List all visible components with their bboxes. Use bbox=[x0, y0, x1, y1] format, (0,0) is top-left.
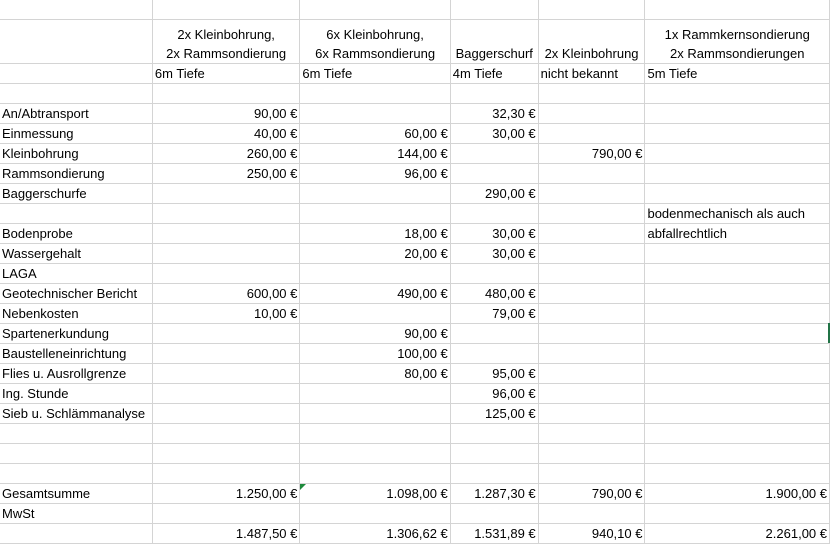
cell[interactable] bbox=[0, 424, 152, 444]
amount-cell-b[interactable] bbox=[152, 404, 299, 424]
cell[interactable] bbox=[538, 84, 645, 104]
amount-cell-b[interactable]: 250,00 € bbox=[152, 164, 299, 184]
note-cell[interactable] bbox=[645, 164, 830, 184]
amount-cell-e[interactable] bbox=[538, 164, 645, 184]
cell[interactable] bbox=[645, 84, 830, 104]
amount-cell-d[interactable]: 125,00 € bbox=[450, 404, 538, 424]
blank-row bbox=[0, 444, 830, 464]
cell[interactable] bbox=[538, 0, 645, 20]
amount-cell-d[interactable] bbox=[450, 204, 538, 224]
note-cell[interactable] bbox=[645, 364, 830, 384]
comment-indicator-icon[interactable] bbox=[300, 484, 306, 490]
row-label[interactable]: Baggerschurfe bbox=[0, 184, 152, 204]
cell[interactable] bbox=[645, 464, 830, 484]
amount-cell-c[interactable]: 96,00 € bbox=[300, 164, 450, 184]
table-row bbox=[0, 184, 830, 204]
table-row bbox=[0, 104, 830, 124]
amount-cell-c[interactable]: 60,00 € bbox=[300, 124, 450, 144]
header-col-c-line1: 6x Kleinbohrung, bbox=[326, 27, 424, 42]
cell[interactable] bbox=[0, 20, 152, 64]
cell[interactable] bbox=[645, 0, 830, 20]
amount-cell-e[interactable] bbox=[538, 104, 645, 124]
total-row bbox=[0, 484, 830, 504]
amount-cell-d[interactable]: 96,00 € bbox=[450, 384, 538, 404]
header-col-e[interactable] bbox=[538, 20, 645, 64]
header-col-e-line1: 2x Kleinbohrung bbox=[544, 46, 639, 61]
row-label[interactable]: Geotechnischer Bericht bbox=[0, 284, 152, 304]
amount-cell-b[interactable]: 90,00 € bbox=[152, 104, 299, 124]
table-row bbox=[0, 404, 830, 424]
blank-row-top bbox=[0, 0, 830, 20]
cell[interactable] bbox=[538, 424, 645, 444]
depth-col-b[interactable]: 6m Tiefe bbox=[152, 64, 299, 84]
note-cell[interactable] bbox=[645, 104, 830, 124]
amount-cell-d[interactable]: 32,30 € bbox=[450, 104, 538, 124]
row-label[interactable]: Ing. Stunde bbox=[0, 384, 152, 404]
amount-cell-e[interactable] bbox=[538, 304, 645, 324]
amount-cell-e[interactable] bbox=[538, 224, 645, 244]
row-label[interactable]: Baustelleneinrichtung bbox=[0, 344, 152, 364]
table-row bbox=[0, 324, 830, 344]
cell[interactable] bbox=[152, 424, 299, 444]
amount-cell-b[interactable] bbox=[152, 324, 299, 344]
total-f[interactable]: 1.900,00 € bbox=[645, 484, 830, 504]
amount-cell-e[interactable]: 790,00 € bbox=[538, 144, 645, 164]
vat-label[interactable]: MwSt bbox=[0, 504, 152, 524]
amount-cell-d[interactable] bbox=[450, 144, 538, 164]
cell[interactable] bbox=[450, 84, 538, 104]
row-label[interactable]: Sieb u. Schlämmanalyse bbox=[0, 404, 152, 424]
amount-cell-b[interactable]: 40,00 € bbox=[152, 124, 299, 144]
total-label[interactable]: Gesamtsumme bbox=[0, 484, 152, 504]
gross-e[interactable]: 940,10 € bbox=[538, 524, 645, 544]
cell[interactable] bbox=[0, 0, 152, 20]
gross-c[interactable]: 1.306,62 € bbox=[300, 524, 450, 544]
depth-col-f[interactable]: 5m Tiefe bbox=[645, 64, 830, 84]
amount-cell-d[interactable] bbox=[450, 164, 538, 184]
amount-cell-e[interactable] bbox=[538, 264, 645, 284]
vat-row bbox=[0, 504, 830, 524]
amount-cell-c[interactable] bbox=[300, 404, 450, 424]
header-col-b[interactable] bbox=[152, 20, 299, 64]
gross-d[interactable]: 1.531,89 € bbox=[450, 524, 538, 544]
cell[interactable] bbox=[300, 444, 450, 464]
amount-cell-c[interactable]: 100,00 € bbox=[300, 344, 450, 364]
cell[interactable] bbox=[152, 504, 299, 524]
amount-cell-d[interactable]: 30,00 € bbox=[450, 124, 538, 144]
note-cell[interactable] bbox=[645, 244, 830, 264]
row-label[interactable]: Einmessung bbox=[0, 124, 152, 144]
row-label[interactable]: Flies u. Ausrollgrenze bbox=[0, 364, 152, 384]
row-label[interactable]: LAGA bbox=[0, 264, 152, 284]
total-c[interactable]: 1.098,00 € bbox=[300, 484, 450, 504]
amount-cell-d[interactable]: 30,00 € bbox=[450, 244, 538, 264]
amount-cell-d[interactable]: 480,00 € bbox=[450, 284, 538, 304]
table-row bbox=[0, 224, 830, 244]
note-cell[interactable] bbox=[645, 324, 830, 344]
note-cell[interactable] bbox=[645, 264, 830, 284]
table-row bbox=[0, 364, 830, 384]
table-row bbox=[0, 344, 830, 364]
cell[interactable] bbox=[300, 84, 450, 104]
cell[interactable] bbox=[450, 444, 538, 464]
row-label[interactable]: Spartenerkundung bbox=[0, 324, 152, 344]
row-label[interactable]: Rammsondierung bbox=[0, 164, 152, 184]
depth-row bbox=[0, 64, 830, 84]
amount-cell-d[interactable] bbox=[450, 324, 538, 344]
header-col-b-line2: 2x Rammsondierung bbox=[166, 46, 287, 61]
amount-cell-b[interactable] bbox=[152, 384, 299, 404]
amount-cell-e[interactable] bbox=[538, 204, 645, 224]
table-row bbox=[0, 384, 830, 404]
blank-row bbox=[0, 84, 830, 104]
cell[interactable] bbox=[0, 84, 152, 104]
blank-row bbox=[0, 464, 830, 484]
header-col-f-line2: 2x Rammsondierungen bbox=[670, 46, 805, 61]
amount-cell-e[interactable] bbox=[538, 404, 645, 424]
cell[interactable] bbox=[450, 0, 538, 20]
amount-cell-b[interactable] bbox=[152, 344, 299, 364]
amount-cell-c[interactable]: 90,00 € bbox=[300, 324, 450, 344]
amount-cell-b[interactable]: 260,00 € bbox=[152, 144, 299, 164]
cell[interactable] bbox=[300, 0, 450, 20]
note-cell[interactable] bbox=[645, 124, 830, 144]
amount-cell-b[interactable] bbox=[152, 244, 299, 264]
cell[interactable] bbox=[450, 464, 538, 484]
cell[interactable] bbox=[300, 464, 450, 484]
cell[interactable] bbox=[645, 444, 830, 464]
amount-cell-c[interactable]: 490,00 € bbox=[300, 284, 450, 304]
row-label[interactable] bbox=[0, 204, 152, 224]
amount-cell-c[interactable] bbox=[300, 264, 450, 284]
header-col-c-line2: 6x Rammsondierung bbox=[315, 46, 436, 61]
blank-row bbox=[0, 424, 830, 444]
amount-cell-c[interactable] bbox=[300, 184, 450, 204]
note-cell[interactable] bbox=[645, 384, 830, 404]
table-row bbox=[0, 124, 830, 144]
amount-cell-d[interactable]: 30,00 € bbox=[450, 224, 538, 244]
amount-cell-d[interactable] bbox=[450, 264, 538, 284]
row-label[interactable]: Kleinbohrung bbox=[0, 144, 152, 164]
cell[interactable] bbox=[0, 444, 152, 464]
cell[interactable] bbox=[300, 424, 450, 444]
header-col-d[interactable] bbox=[450, 20, 538, 64]
amount-cell-b[interactable]: 10,00 € bbox=[152, 304, 299, 324]
cell[interactable] bbox=[645, 424, 830, 444]
amount-cell-d[interactable]: 95,00 € bbox=[450, 364, 538, 384]
amount-cell-e[interactable] bbox=[538, 284, 645, 304]
amount-cell-e[interactable] bbox=[538, 384, 645, 404]
row-label[interactable]: Bodenprobe bbox=[0, 224, 152, 244]
amount-cell-e[interactable] bbox=[538, 344, 645, 364]
amount-cell-c[interactable] bbox=[300, 204, 450, 224]
depth-col-c[interactable]: 6m Tiefe bbox=[300, 64, 450, 84]
note-cell[interactable] bbox=[645, 404, 830, 424]
table-row bbox=[0, 164, 830, 184]
note-cell[interactable] bbox=[645, 144, 830, 164]
depth-col-d[interactable]: 4m Tiefe bbox=[450, 64, 538, 84]
header-col-c[interactable] bbox=[300, 20, 450, 64]
header-row bbox=[0, 20, 830, 64]
cell[interactable] bbox=[300, 504, 450, 524]
amount-cell-b[interactable] bbox=[152, 184, 299, 204]
amount-cell-e[interactable] bbox=[538, 184, 645, 204]
cell[interactable] bbox=[152, 464, 299, 484]
cell[interactable] bbox=[450, 424, 538, 444]
cell[interactable] bbox=[0, 464, 152, 484]
amount-cell-e[interactable] bbox=[538, 124, 645, 144]
amount-cell-b[interactable] bbox=[152, 364, 299, 384]
note-cell[interactable] bbox=[645, 184, 830, 204]
cell[interactable] bbox=[152, 444, 299, 464]
gross-f[interactable]: 2.261,00 € bbox=[645, 524, 830, 544]
row-label[interactable]: Wassergehalt bbox=[0, 244, 152, 264]
amount-cell-c[interactable]: 144,00 € bbox=[300, 144, 450, 164]
amount-cell-d[interactable]: 79,00 € bbox=[450, 304, 538, 324]
note-cell[interactable] bbox=[645, 344, 830, 364]
note-cell[interactable] bbox=[645, 284, 830, 304]
table-row bbox=[0, 244, 830, 264]
total-b[interactable]: 1.250,00 € bbox=[152, 484, 299, 504]
cell[interactable] bbox=[538, 444, 645, 464]
amount-cell-c[interactable]: 18,00 € bbox=[300, 224, 450, 244]
cell[interactable] bbox=[0, 524, 152, 544]
header-col-f[interactable] bbox=[645, 20, 830, 64]
table-row bbox=[0, 204, 830, 224]
cell[interactable] bbox=[538, 504, 645, 524]
amount-cell-b[interactable] bbox=[152, 224, 299, 244]
amount-cell-c[interactable]: 80,00 € bbox=[300, 364, 450, 384]
amount-cell-c[interactable] bbox=[300, 304, 450, 324]
amount-cell-b[interactable]: 600,00 € bbox=[152, 284, 299, 304]
cell[interactable] bbox=[0, 64, 152, 84]
amount-cell-e[interactable] bbox=[538, 244, 645, 264]
cell[interactable] bbox=[450, 504, 538, 524]
row-label[interactable]: An/Abtransport bbox=[0, 104, 152, 124]
amount-cell-c[interactable]: 20,00 € bbox=[300, 244, 450, 264]
header-col-d-line1: Baggerschurf bbox=[455, 46, 533, 61]
note-cell[interactable]: bodenmechanisch als auch bbox=[645, 204, 830, 224]
cell[interactable] bbox=[152, 84, 299, 104]
gross-row bbox=[0, 524, 830, 544]
table-row bbox=[0, 144, 830, 164]
amount-cell-c[interactable] bbox=[300, 384, 450, 404]
amount-cell-d[interactable]: 290,00 € bbox=[450, 184, 538, 204]
cell[interactable] bbox=[152, 0, 299, 20]
amount-cell-b[interactable] bbox=[152, 204, 299, 224]
amount-cell-c[interactable] bbox=[300, 104, 450, 124]
table-row bbox=[0, 284, 830, 304]
note-cell[interactable] bbox=[645, 304, 830, 324]
note-cell[interactable]: abfallrechtlich bbox=[645, 224, 830, 244]
amount-cell-e[interactable] bbox=[538, 364, 645, 384]
cell[interactable] bbox=[645, 504, 830, 524]
header-col-b-line1: 2x Kleinbohrung, bbox=[177, 27, 275, 42]
table-row bbox=[0, 304, 830, 324]
depth-col-e[interactable]: nicht bekannt bbox=[538, 64, 645, 84]
amount-cell-e[interactable] bbox=[538, 324, 645, 344]
amount-cell-b[interactable] bbox=[152, 264, 299, 284]
amount-cell-d[interactable] bbox=[450, 344, 538, 364]
gross-b[interactable]: 1.487,50 € bbox=[152, 524, 299, 544]
table-row bbox=[0, 264, 830, 284]
row-label[interactable]: Nebenkosten bbox=[0, 304, 152, 324]
header-col-f-line1: 1x Rammkernsondierung bbox=[664, 27, 810, 42]
cell[interactable] bbox=[538, 464, 645, 484]
total-d[interactable]: 1.287,30 € bbox=[450, 484, 538, 504]
total-e[interactable]: 790,00 € bbox=[538, 484, 645, 504]
